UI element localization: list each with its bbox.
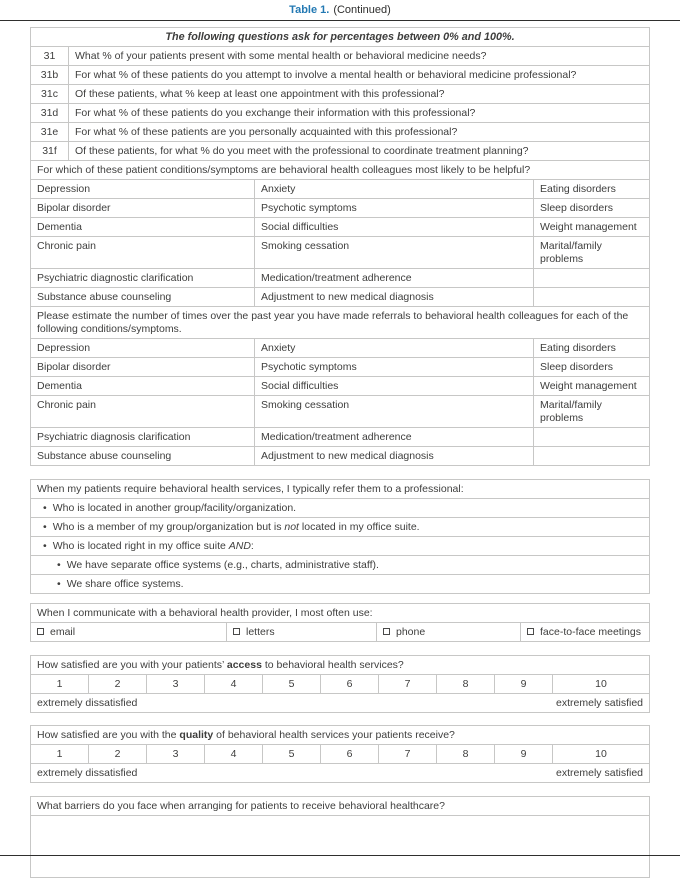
helpful-conditions-table	[30, 160, 650, 307]
bottom-rule	[0, 855, 680, 856]
scale-value: 9	[495, 745, 553, 764]
refer-option-emphasis: AND	[228, 539, 251, 552]
scale-value: 2	[89, 675, 147, 694]
checkbox-icon	[233, 628, 240, 635]
condition-cell: Psychiatric diagnosis clarification	[31, 428, 255, 447]
scale-value: 5	[263, 675, 321, 694]
scale-value: 1	[31, 675, 89, 694]
option-label: email	[50, 625, 76, 638]
scale-min-label: extremely dissatisfied	[37, 766, 138, 779]
condition-cell: Psychotic symptoms	[255, 358, 534, 377]
refer-to-header: When my patients require behavioral health services, I typically refer them to a professional:	[31, 480, 650, 499]
table-content	[30, 27, 650, 878]
option-label: phone	[396, 625, 426, 638]
condition-cell: Substance abuse counseling	[31, 447, 255, 466]
table-header-row	[31, 480, 650, 499]
table-row	[31, 85, 650, 104]
helpful-question: For which of these patient conditions/symptoms are behavioral health colleagues most likely to be helpful?	[31, 161, 650, 180]
question-text: Of these patients, what % keep at least one appointment with this professional?	[69, 85, 650, 104]
scale-value: 10	[553, 745, 650, 764]
table-row	[31, 47, 650, 66]
condition-cell: Social difficulties	[255, 377, 534, 396]
scale-value: 1	[31, 745, 89, 764]
access-scale-table	[30, 655, 650, 713]
question-id: 31f	[31, 142, 69, 161]
refer-option-text: Who is located in another group/facility/organization.	[52, 501, 297, 514]
scale-value: 4	[205, 745, 263, 764]
percent-intro: The following questions ask for percentages between 0% and 100%.	[31, 28, 650, 47]
scale-row	[31, 675, 650, 694]
table-header-row	[31, 161, 650, 180]
refer-option	[31, 518, 650, 537]
scale-value: 10	[553, 675, 650, 694]
table-row	[31, 447, 650, 466]
condition-cell: Smoking cessation	[255, 396, 534, 428]
condition-cell: Medication/treatment adherence	[255, 269, 534, 288]
scale-value: 2	[89, 745, 147, 764]
communicate-option-email	[31, 623, 227, 642]
table-row	[31, 518, 650, 537]
condition-cell: Eating disorders	[534, 339, 650, 358]
refer-option-emphasis: not	[284, 520, 299, 533]
refer-option-text: We share office systems.	[66, 577, 184, 590]
referrals-table	[30, 306, 650, 466]
scale-endpoints	[31, 764, 650, 783]
condition-cell: Anxiety	[255, 180, 534, 199]
quality-question	[31, 726, 650, 745]
referral-question: Please estimate the number of times over the past year you have made referrals to behavioral health colleagues for each of the following conditions/symptoms.	[31, 307, 650, 339]
condition-cell: Sleep disorders	[534, 358, 650, 377]
barriers-table	[30, 796, 650, 878]
condition-cell: Weight management	[534, 218, 650, 237]
condition-cell: Substance abuse counseling	[31, 288, 255, 307]
scale-row	[31, 745, 650, 764]
option-label: face-to-face meetings	[540, 625, 641, 638]
table-row	[31, 123, 650, 142]
question-text: How satisfied are you with your patients’	[37, 658, 227, 671]
table-row	[31, 269, 650, 288]
table-header-row	[31, 307, 650, 339]
condition-cell: Smoking cessation	[255, 237, 534, 269]
condition-cell: Chronic pain	[31, 237, 255, 269]
scale-labels-row	[31, 764, 650, 783]
question-text: to behavioral health services?	[261, 658, 404, 671]
table-row	[31, 428, 650, 447]
scale-max-label: extremely satisfied	[556, 696, 643, 709]
table-caption-continued: (Continued)	[333, 4, 391, 16]
question-text: What % of your patients present with some mental health or behavioral medicine needs?	[69, 47, 650, 66]
condition-cell: Anxiety	[255, 339, 534, 358]
scale-endpoints	[31, 694, 650, 713]
scale-value: 6	[321, 675, 379, 694]
condition-cell: Psychiatric diagnostic clarification	[31, 269, 255, 288]
scale-value: 8	[437, 675, 495, 694]
table-caption-label: Table 1.	[289, 4, 330, 16]
table-header-row	[31, 797, 650, 816]
table-row	[31, 358, 650, 377]
table-row	[31, 377, 650, 396]
scale-labels-row	[31, 694, 650, 713]
table-row	[31, 396, 650, 428]
scale-value: 3	[147, 675, 205, 694]
table-row	[31, 499, 650, 518]
condition-cell: Weight management	[534, 377, 650, 396]
checkbox-icon	[383, 628, 390, 635]
condition-cell	[534, 288, 650, 307]
communicate-table	[30, 603, 650, 642]
barriers-question: What barriers do you face when arranging for patients to receive behavioral healthcare?	[31, 797, 650, 816]
condition-cell: Dementia	[31, 377, 255, 396]
scale-value: 7	[379, 745, 437, 764]
table-row	[31, 218, 650, 237]
scale-min-label: extremely dissatisfied	[37, 696, 138, 709]
table-header-row	[31, 726, 650, 745]
table-row	[31, 623, 650, 642]
refer-option	[31, 499, 650, 518]
question-text: How satisfied are you with the	[37, 728, 180, 741]
refer-option-text: Who is located right in my office suite	[52, 539, 229, 552]
question-text: of behavioral health services your patients receive?	[213, 728, 455, 741]
table-caption	[0, 0, 680, 20]
table-row	[31, 104, 650, 123]
condition-cell	[534, 428, 650, 447]
condition-cell: Marital/family problems	[534, 396, 650, 428]
question-text: For what % of these patients are you personally acquainted with this professional?	[69, 123, 650, 142]
scale-value: 6	[321, 745, 379, 764]
table-row	[31, 237, 650, 269]
condition-cell	[534, 269, 650, 288]
communicate-option-face-to-face	[521, 623, 650, 642]
scale-max-label: extremely satisfied	[556, 766, 643, 779]
question-text: For what % of these patients do you exchange their information with this professional?	[69, 104, 650, 123]
refer-sub-option	[31, 556, 650, 575]
table-row	[31, 66, 650, 85]
question-text: Of these patients, for what % do you meet with the professional to coordinate treatment planning?	[69, 142, 650, 161]
percent-questions-table	[30, 27, 650, 161]
caption-rule	[0, 20, 680, 21]
question-id: 31	[31, 47, 69, 66]
access-question	[31, 656, 650, 675]
refer-option-text: We have separate office systems (e.g., charts, administrative staff).	[66, 558, 379, 571]
condition-cell: Depression	[31, 339, 255, 358]
condition-cell: Psychotic symptoms	[255, 199, 534, 218]
barriers-answer-space	[31, 816, 650, 878]
condition-cell: Depression	[31, 180, 255, 199]
question-text: For what % of these patients do you attempt to involve a mental health or behavioral medicine professional?	[69, 66, 650, 85]
condition-cell: Chronic pain	[31, 396, 255, 428]
condition-cell	[534, 447, 650, 466]
quality-scale-table	[30, 725, 650, 783]
scale-value: 7	[379, 675, 437, 694]
question-emphasis: quality	[179, 728, 214, 741]
refer-to-table	[30, 479, 650, 594]
question-id: 31e	[31, 123, 69, 142]
table-header-row	[31, 604, 650, 623]
table-row	[31, 142, 650, 161]
refer-option-text: Who is a member of my group/organization but is	[52, 520, 285, 533]
scale-value: 9	[495, 675, 553, 694]
condition-cell: Marital/family problems	[534, 237, 650, 269]
condition-cell: Medication/treatment adherence	[255, 428, 534, 447]
table-row	[31, 816, 650, 878]
scale-value: 8	[437, 745, 495, 764]
table-row	[31, 199, 650, 218]
communicate-header: When I communicate with a behavioral health provider, I most often use:	[31, 604, 650, 623]
table-header-row	[31, 656, 650, 675]
table-header-row	[31, 28, 650, 47]
condition-cell: Sleep disorders	[534, 199, 650, 218]
table-row	[31, 575, 650, 594]
scale-value: 5	[263, 745, 321, 764]
checkbox-icon	[527, 628, 534, 635]
checkbox-icon	[37, 628, 44, 635]
communicate-option-letters	[227, 623, 377, 642]
condition-cell: Adjustment to new medical diagnosis	[255, 288, 534, 307]
condition-cell: Social difficulties	[255, 218, 534, 237]
refer-sub-option	[31, 575, 650, 594]
scale-value: 3	[147, 745, 205, 764]
question-id: 31d	[31, 104, 69, 123]
communicate-option-phone	[377, 623, 521, 642]
question-id: 31b	[31, 66, 69, 85]
table-row	[31, 537, 650, 556]
condition-cell: Bipolar disorder	[31, 199, 255, 218]
option-label: letters	[246, 625, 275, 638]
question-emphasis: access	[226, 658, 262, 671]
condition-cell: Dementia	[31, 218, 255, 237]
table-row	[31, 288, 650, 307]
refer-option	[31, 537, 650, 556]
condition-cell: Eating disorders	[534, 180, 650, 199]
table-row	[31, 180, 650, 199]
condition-cell: Bipolar disorder	[31, 358, 255, 377]
table-row	[31, 556, 650, 575]
question-id: 31c	[31, 85, 69, 104]
refer-option-text: located in my office suite.	[298, 520, 420, 533]
condition-cell: Adjustment to new medical diagnosis	[255, 447, 534, 466]
table-row	[31, 339, 650, 358]
scale-value: 4	[205, 675, 263, 694]
refer-option-text: :	[250, 539, 254, 552]
